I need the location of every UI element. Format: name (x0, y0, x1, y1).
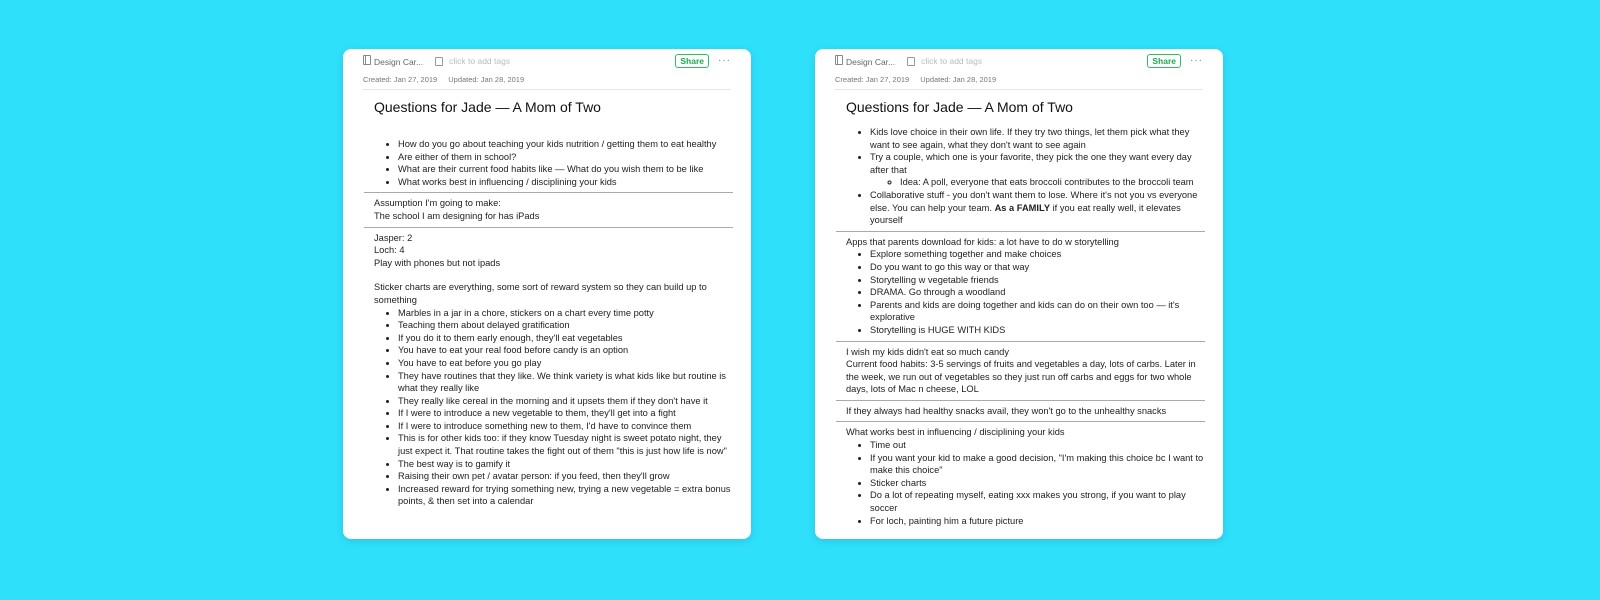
list-item (870, 477, 1204, 490)
list-item (398, 420, 732, 433)
bullet-list (374, 138, 732, 188)
list-item-text: Do you want to go this way or that way (870, 261, 1030, 272)
note-body[interactable] (846, 98, 1204, 527)
list-item (870, 452, 1204, 477)
tags-input[interactable]: click to add tags (921, 56, 983, 66)
list-item-text: Explore something together and make choices (870, 249, 1062, 260)
list-item (870, 439, 1204, 452)
list-item-text: DRAMA. Go through a woodland (870, 287, 1006, 298)
paragraph: What works best in influencing / disciplining your kids (846, 427, 1065, 438)
list-item (870, 189, 1204, 227)
list-item (398, 483, 732, 508)
list-item-text: Marbles in a jar in a chore, stickers on a chart every time potty (398, 307, 654, 318)
list-item (398, 432, 732, 457)
list-item-text: The best way is to gamify it (398, 458, 511, 469)
notebook-selector[interactable] (363, 55, 423, 67)
list-item-text: For loch, painting him a future picture (870, 515, 1024, 526)
list-item (398, 138, 732, 151)
list-item (398, 458, 732, 471)
list-item (398, 332, 732, 345)
notebook-icon (363, 55, 371, 65)
divider (836, 400, 1205, 401)
note-card-left (343, 49, 751, 539)
list-item-text: If I were to introduce a new vegetable to them, they'll get into a fight (398, 408, 676, 419)
list-item (870, 515, 1204, 528)
bullet-list (846, 248, 1204, 336)
paragraph: Jasper: 2 (374, 232, 413, 243)
header-divider (835, 89, 1203, 90)
notebook-icon (835, 55, 843, 65)
list-item (398, 395, 732, 408)
updated-date: Updated: Jan 28, 2019 (448, 75, 525, 84)
text-segment: Collaborative stuff - you don't want them to lose. Where it's not you vs everyone else. You can help your team. (870, 189, 1198, 213)
note-dates (363, 75, 524, 84)
header-divider (363, 89, 731, 90)
list-item (870, 248, 1204, 261)
list-item (398, 319, 732, 332)
list-item (398, 344, 732, 357)
list-item-text: Storytelling is HUGE WITH KIDS (870, 324, 1006, 335)
note-toolbar (363, 54, 731, 68)
list-item-text: They really like cereal in the morning and it upsets them if they don't have it (398, 395, 708, 406)
paragraph: The school I am designing for has iPads (374, 210, 540, 221)
sub-list (870, 176, 1204, 189)
notebook-selector[interactable] (835, 55, 895, 67)
list-item (398, 176, 732, 189)
list-item (870, 324, 1204, 337)
note-card-right (815, 49, 1223, 539)
list-item (398, 307, 732, 320)
paragraph: If they always had healthy snacks avail, they won't go to the unhealthy snacks (846, 405, 1167, 416)
list-item-text: Parents and kids are doing together and kids can do on their own too — it's explorative (870, 299, 1180, 323)
list-item-text: Are either of them in school? (398, 151, 517, 162)
list-item (398, 151, 732, 164)
list-item-text: If I were to introduce something new to them, I'd have to convince them (398, 420, 692, 431)
note-dates (835, 75, 996, 84)
list-item (398, 407, 732, 420)
list-item-text: Try a couple, which one is your favorite, they pick the one they want every day after that (870, 152, 1192, 175)
divider (836, 231, 1205, 232)
paragraph: Apps that parents download for kids: a lot have to do w storytelling (846, 236, 1119, 247)
bullet-list (374, 307, 732, 509)
list-item (870, 126, 1204, 151)
bullet-list (846, 126, 1204, 227)
note-body[interactable] (374, 98, 732, 508)
list-item-text: Kids love choice in their own life. If they try two things, let them pick what they want to see again, what they don't want to see again (870, 127, 1190, 150)
created-date: Created: Jan 27, 2019 (835, 75, 910, 84)
updated-date: Updated: Jan 28, 2019 (920, 75, 997, 84)
list-item-text: This is for other kids too: if they know Tuesday night is sweet potato night, they just expect it. That routine takes the fight out of them "this is just how life is now" (398, 433, 727, 457)
share-button[interactable]: Share (1147, 54, 1181, 68)
more-options-icon[interactable]: ··· (718, 55, 731, 66)
list-item-text: You have to eat your real food before candy is an option (398, 345, 629, 356)
list-item-text: Do a lot of repeating myself, eating xxx makes you strong, if you want to play soccer (870, 490, 1186, 514)
list-item-text: They have routines that they like. We think variety is what kids like but routine is what they really like (398, 370, 726, 394)
list-item-text: Sticker charts (870, 477, 927, 488)
list-item (398, 370, 732, 395)
list-item-text: How do you go about teaching your kids nutrition / getting them to eat healthy (398, 139, 717, 149)
list-item-text: Increased reward for trying something new, trying a new vegetable = extra bonus points, & then set into a calendar (398, 483, 731, 507)
paragraph: Loch: 4 (374, 245, 405, 256)
list-item-text: If you want your kid to make a good decision, "I'm making this choice bc I want to make this choice" (870, 452, 1204, 476)
paragraph: Assumption I'm going to make: (374, 198, 501, 209)
list-item-text: What are their current food habits like — What do you wish them to be like (398, 164, 704, 175)
blank-line (374, 269, 732, 281)
note-toolbar (835, 54, 1203, 68)
list-item (398, 357, 732, 370)
list-item (870, 151, 1204, 189)
list-item (398, 470, 732, 483)
divider (836, 421, 1205, 422)
text-segment: if you eat really well, it elevates yourself (870, 202, 1181, 226)
more-options-icon[interactable]: ··· (1190, 55, 1203, 66)
sub-list-item: ◦ Idea: A poll, everyone that eats broccoli contributes to the broccoli team (900, 176, 1204, 189)
paragraph: I wish my kids didn't eat so much candy (846, 346, 1009, 357)
bold-text: As a FAMILY (994, 202, 1051, 213)
list-item-text: Storytelling w vegetable friends (870, 274, 999, 285)
list-item (870, 489, 1204, 514)
bullet-list (846, 439, 1204, 527)
list-item (870, 274, 1204, 287)
list-item (398, 163, 732, 176)
notebook-name: Design Car... (846, 57, 896, 67)
divider (836, 341, 1205, 342)
blank-line (374, 126, 732, 138)
divider (364, 227, 733, 228)
paragraph: Current food habits: 3-5 servings of fruits and vegetables a day, lots of carbs. Later in the week, we run out of vegetables so they just run off carbs and eggs for two whole days, lots of Mac n cheese, LOL (846, 359, 1196, 395)
list-item-text: Time out (870, 440, 906, 451)
notebook-name: Design Car... (374, 57, 424, 67)
list-item-text: What works best in influencing / disciplining your kids (398, 176, 617, 187)
list-item-text: You have to eat before you go play (398, 357, 542, 368)
list-item (870, 261, 1204, 274)
list-item (870, 299, 1204, 324)
list-item (870, 286, 1204, 299)
created-date: Created: Jan 27, 2019 (363, 75, 438, 84)
tag-icon (435, 57, 443, 66)
note-title[interactable]: Questions for Jade — A Mom of Two (846, 99, 1073, 115)
divider (364, 192, 733, 193)
paragraph: Sticker charts are everything, some sort of reward system so they can build up to something (374, 282, 707, 305)
note-title[interactable]: Questions for Jade — A Mom of Two (374, 99, 601, 115)
tag-icon (907, 57, 915, 66)
list-item-text: Teaching them about delayed gratification (398, 320, 570, 331)
share-button[interactable]: Share (675, 54, 709, 68)
list-item-text: Raising their own pet / avatar person: if you feed, then they'll grow (398, 471, 670, 482)
list-item-text: If you do it to them early enough, they'll eat vegetables (398, 332, 623, 343)
tags-input[interactable]: click to add tags (449, 56, 511, 66)
paragraph: Play with phones but not ipads (374, 257, 501, 268)
